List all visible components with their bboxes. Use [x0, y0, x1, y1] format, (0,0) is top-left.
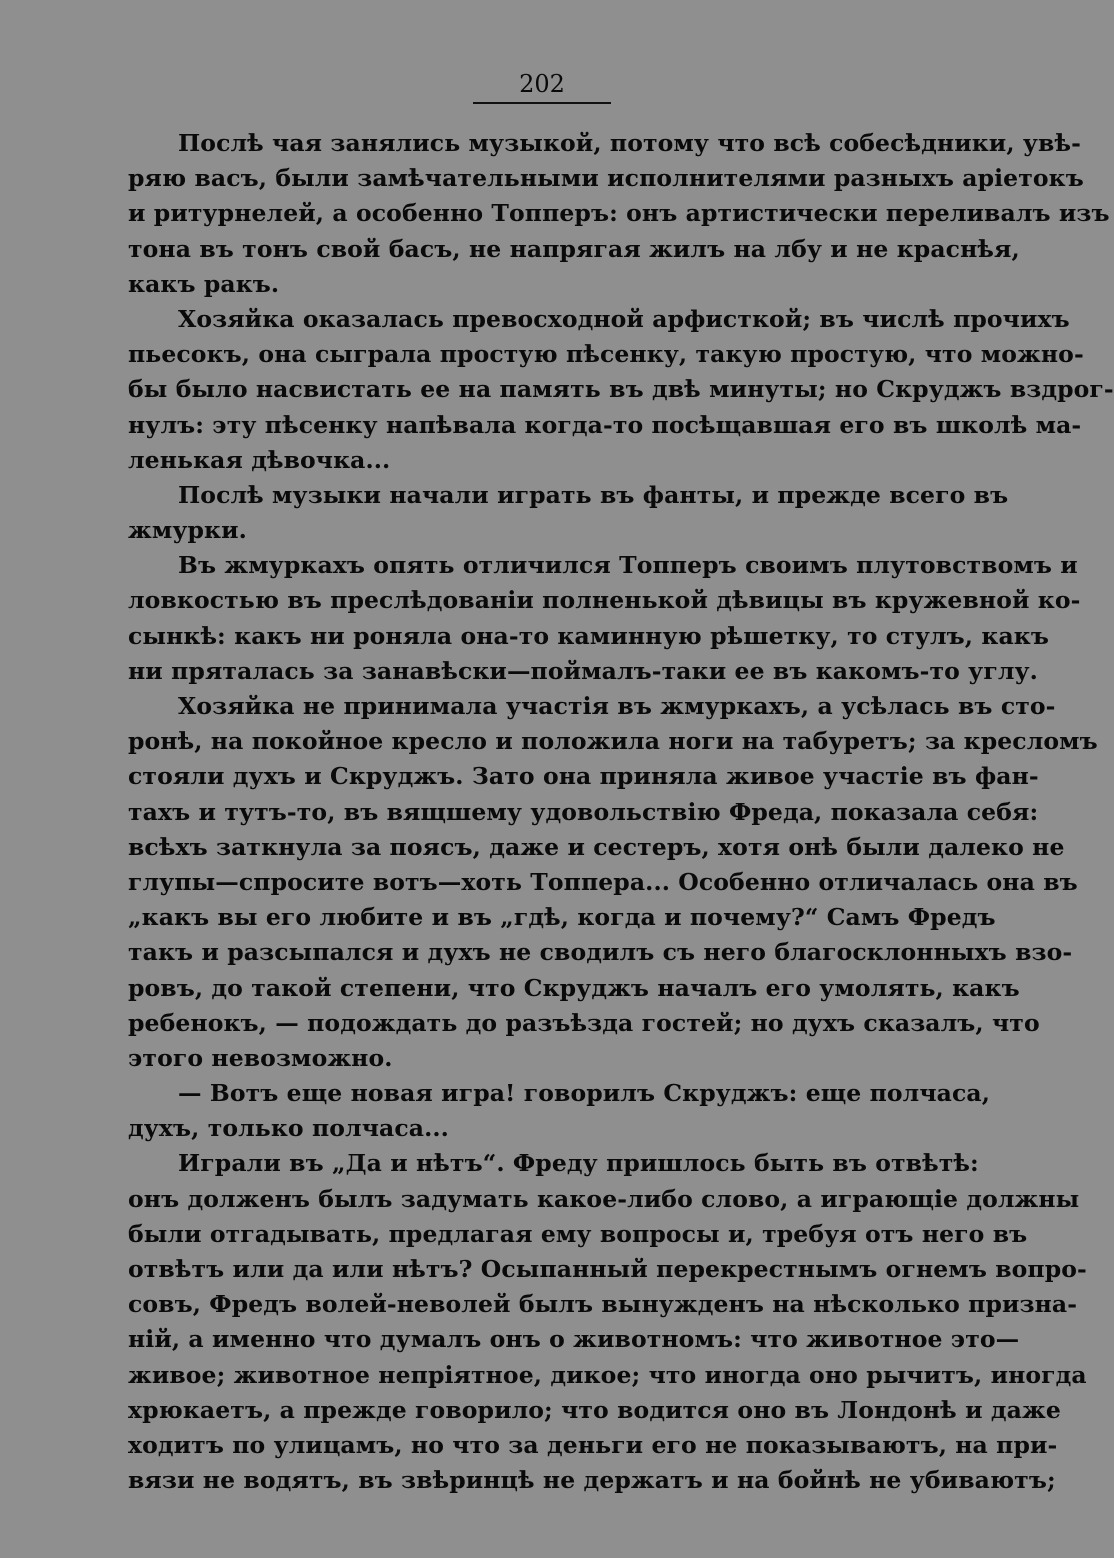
text-line: были отгадывать, предлагая ему вопросы и, требуя отъ него въ: [128, 1219, 1028, 1248]
paragraph: [128, 478, 1009, 548]
text-line: ленькая дѣвочка...: [128, 445, 391, 474]
text-line: и ритурнелей, а особенно Топперъ: онъ артистически переливалъ изъ: [128, 199, 1110, 228]
page-body-text: [128, 126, 1114, 1498]
paragraph: [128, 302, 1114, 478]
text-line: — Вотъ еще новая игра! говорилъ Скруджъ: еще полчаса,: [178, 1079, 990, 1108]
text-line: тахъ и тутъ-то, въ вящшему удовольствію Фреда, показала себя:: [128, 797, 1039, 826]
text-line: онъ долженъ былъ задумать какое-либо слово, а играющіе должны: [128, 1184, 1080, 1213]
paragraph: [128, 126, 1110, 302]
text-line: тона въ тонъ свой басъ, не напрягая жилъ на лбу и не краснѣя,: [128, 234, 1020, 263]
text-line: отвѣтъ или да или нѣтъ? Осыпанный перекрестнымъ огнемъ вопро-: [128, 1255, 1087, 1283]
text-line: ронѣ, на покойное кресло и положила ноги на табуретъ; за кресломъ: [128, 727, 1098, 756]
page-number: 202: [473, 68, 611, 104]
text-line: „какъ вы его любите и въ „гдѣ, когда и почему?“ Самъ Фредъ: [128, 903, 996, 932]
text-line: ряю васъ, были замѣчательными исполнителями разныхъ аріетокъ: [128, 164, 1084, 193]
text-line: духъ, только полчаса...: [128, 1114, 449, 1143]
paragraph: [128, 1076, 990, 1146]
text-line: этого невозможно.: [128, 1043, 393, 1072]
text-line: хрюкаетъ, а прежде говорило; что водится оно въ Лондонѣ и даже: [128, 1395, 1061, 1424]
text-line: пьесокъ, она сыграла простую пѣсенку, такую простую, что можно-: [128, 340, 1084, 369]
text-line: всѣхъ заткнула за поясъ, даже и сестеръ, хотя онѣ были далеко не: [128, 832, 1065, 861]
text-line: вязи не водятъ, въ звѣринцѣ не держатъ и на бойнѣ не убиваютъ;: [128, 1466, 1056, 1495]
paragraph: [128, 548, 1081, 689]
text-line: Въ жмуркахъ опять отличился Топперъ своимъ плутовствомъ и: [178, 551, 1078, 580]
text-line: ровъ, до такой степени, что Скруджъ началъ его умолять, какъ: [128, 973, 1020, 1002]
text-line: глупы—спросите вотъ—хоть Топпера... Особенно отличалась она въ: [128, 867, 1078, 896]
text-line: нулъ: эту пѣсенку напѣвала когда-то посѣщавшая его въ школѣ ма-: [128, 410, 1082, 439]
text-line: Послѣ музыки начали играть въ фанты, и прежде всего въ: [178, 480, 1009, 509]
text-line: ни пряталась за занавѣски—поймалъ-таки ее въ какомъ-то углу.: [128, 656, 1038, 685]
text-line: Хозяйка оказалась превосходной арфисткой; въ числѣ прочихъ: [178, 304, 1070, 333]
text-line: совъ, Фредъ волей-неволей былъ вынужденъ на нѣсколько призна-: [128, 1290, 1078, 1319]
text-line: бы было насвистать ее на память въ двѣ минуты; но Скруджъ вздрог-: [128, 375, 1114, 404]
text-line: живое; животное непріятное, дикое; что иногда оно рычитъ, иногда: [128, 1360, 1087, 1389]
text-line: жмурки.: [128, 516, 247, 545]
text-line: Послѣ чая занялись музыкой, потому что всѣ собесѣдники, увѣ-: [178, 129, 1081, 157]
text-line: Хозяйка не принимала участія въ жмуркахъ, а усѣлась въ сто-: [178, 692, 1056, 720]
text-line: стояли духъ и Скруджъ. Зато она приняла живое участіе въ фан-: [128, 762, 1039, 791]
text-line: сынкѣ: какъ ни роняла она-то каминную рѣшетку, то стулъ, какъ: [128, 621, 1049, 650]
text-line: какъ ракъ.: [128, 269, 280, 298]
text-line: ребенокъ, — подождать до разъѣзда гостей; но духъ сказалъ, что: [128, 1008, 1040, 1037]
paragraph: [128, 689, 1098, 1076]
text-line: такъ и разсыпался и духъ не сводилъ съ него благосклонныхъ взо-: [128, 938, 1073, 967]
paragraph: [128, 1146, 1087, 1498]
text-line: ходитъ по улицамъ, но что за деньги его не показываютъ, на при-: [128, 1430, 1058, 1459]
text-line: ній, а именно что думалъ онъ о животномъ: что животное это—: [128, 1325, 1020, 1354]
text-line: ловкостью въ преслѣдованіи полненькой дѣвицы въ кружевной ко-: [128, 586, 1081, 615]
text-line: Играли въ „Да и нѣтъ“. Фреду пришлось быть въ отвѣтѣ:: [178, 1149, 979, 1178]
